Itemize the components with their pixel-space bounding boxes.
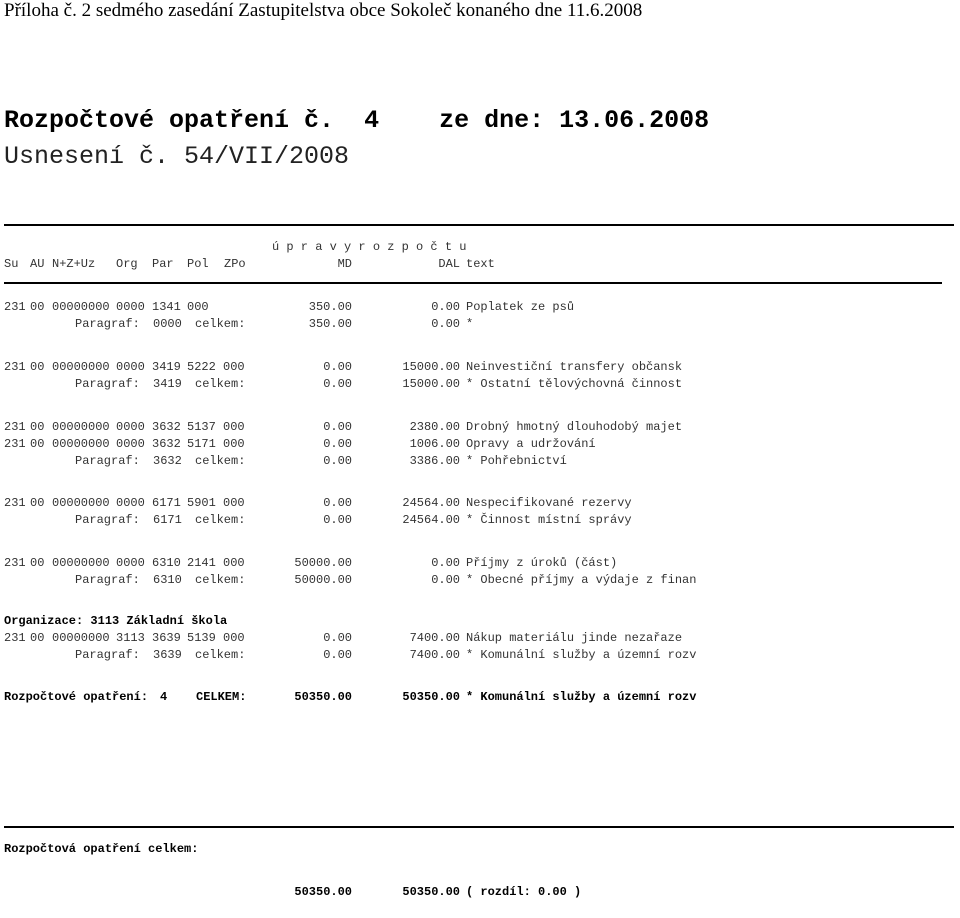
row-cell-text: Nespecifikované rezervy: [466, 496, 632, 510]
table-heading: ú p r a v y r o z p o č t u: [272, 240, 467, 254]
paragraf-md: 50000.00: [294, 573, 352, 587]
paragraf-celkem-label: celkem:: [195, 317, 246, 331]
row-cell-dal: 24564.00: [402, 496, 460, 510]
row-cell-su: 231: [4, 437, 26, 451]
paragraf-number: 3419: [153, 377, 182, 391]
row-cell-pol: 5171 000: [187, 437, 245, 451]
paragraf-label: Paragraf:: [75, 573, 140, 587]
paragraf-text: * Obecné příjmy a výdaje z finan: [466, 573, 697, 587]
col-header-text: text: [466, 257, 495, 271]
row-cell-nzuz: 00000000: [52, 300, 110, 314]
row-cell-nzuz: 00000000: [52, 631, 110, 645]
paragraf-number: 6171: [153, 513, 182, 527]
paragraf-md: 0.00: [323, 648, 352, 662]
row-cell-text: Poplatek ze psů: [466, 300, 575, 314]
row-cell-su: 231: [4, 420, 26, 434]
paragraf-number: 0000: [153, 317, 182, 331]
row-cell-org: 0000: [116, 556, 145, 570]
row-cell-md: 0.00: [323, 437, 352, 451]
divider-top: [4, 224, 954, 226]
row-cell-pol: 2141 000: [187, 556, 245, 570]
col-header-nzuz: N+Z+Uz: [52, 257, 96, 271]
paragraf-dal: 7400.00: [409, 648, 460, 662]
grand-total-dal: 50350.00: [402, 885, 460, 899]
row-cell-su: 231: [4, 300, 26, 314]
row-cell-par: 3632: [152, 437, 181, 451]
opatreni-total-dal: 50350.00: [402, 690, 460, 704]
paragraf-label: Paragraf:: [75, 648, 140, 662]
paragraf-number: 3632: [153, 454, 182, 468]
opatreni-total-text: * Komunální služby a územní rozv: [466, 690, 697, 704]
row-cell-text: Opravy a udržování: [466, 437, 596, 451]
resolution-number: Usnesení č. 54/VII/2008: [4, 142, 350, 171]
opatreni-total-label: Rozpočtové opatření:: [4, 690, 149, 704]
col-header-su: Su: [4, 257, 19, 271]
row-cell-au: 00: [30, 437, 45, 451]
col-header-org: Org: [116, 257, 138, 271]
paragraf-dal: 3386.00: [409, 454, 460, 468]
row-cell-su: 231: [4, 496, 26, 510]
grand-total-label: Rozpočtová opatření celkem:: [4, 842, 199, 856]
row-cell-par: 3639: [152, 631, 181, 645]
title-number: 4: [364, 106, 380, 135]
title-date: 13.06.2008: [559, 106, 710, 135]
row-cell-pol: 5137 000: [187, 420, 245, 434]
col-header-md: MD: [337, 257, 352, 271]
row-cell-su: 231: [4, 360, 26, 374]
title-prefix: Rozpočtové opatření č.: [4, 106, 335, 135]
grand-total-md: 50350.00: [294, 885, 352, 899]
row-cell-au: 00: [30, 556, 45, 570]
paragraf-text: * Činnost místní správy: [466, 513, 632, 527]
paragraf-md: 350.00: [308, 317, 352, 331]
row-cell-dal: 0.00: [431, 300, 460, 314]
row-cell-org: 0000: [116, 420, 145, 434]
row-cell-dal: 1006.00: [409, 437, 460, 451]
paragraf-md: 0.00: [323, 454, 352, 468]
row-cell-text: Příjmy z úroků (část): [466, 556, 618, 570]
row-cell-pol: 5139 000: [187, 631, 245, 645]
paragraf-text: * Komunální služby a územní rozv: [466, 648, 697, 662]
row-cell-par: 3632: [152, 420, 181, 434]
col-header-dal: DAL: [438, 257, 460, 271]
row-cell-text: Drobný hmotný dlouhodobý majet: [466, 420, 683, 434]
paragraf-celkem-label: celkem:: [195, 454, 246, 468]
col-header-au: AU: [30, 257, 45, 271]
row-cell-text: Neinvestiční transfery občansk: [466, 360, 683, 374]
row-cell-dal: 0.00: [431, 556, 460, 570]
row-cell-md: 0.00: [323, 496, 352, 510]
row-cell-au: 00: [30, 300, 45, 314]
page-title: [4, 106, 709, 135]
row-cell-md: 0.00: [323, 420, 352, 434]
paragraf-label: Paragraf:: [75, 454, 140, 468]
row-cell-au: 00: [30, 631, 45, 645]
row-cell-org: 3113: [116, 631, 145, 645]
paragraf-dal: 24564.00: [402, 513, 460, 527]
paragraf-celkem-label: celkem:: [195, 648, 246, 662]
row-cell-pol: 5222 000: [187, 360, 245, 374]
opatreni-total-md: 50350.00: [294, 690, 352, 704]
paragraf-md: 0.00: [323, 377, 352, 391]
col-header-pol: Pol: [187, 257, 209, 271]
row-cell-par: 6171: [152, 496, 181, 510]
paragraf-number: 6310: [153, 573, 182, 587]
row-cell-md: 0.00: [323, 631, 352, 645]
divider-bottom: [4, 826, 954, 828]
row-cell-par: 1341: [152, 300, 181, 314]
row-cell-org: 0000: [116, 360, 145, 374]
paragraf-label: Paragraf:: [75, 317, 140, 331]
paragraf-text: *: [466, 317, 474, 331]
row-cell-text: Nákup materiálu jinde nezařaze: [466, 631, 683, 645]
row-cell-nzuz: 00000000: [52, 437, 110, 451]
row-cell-nzuz: 00000000: [52, 360, 110, 374]
row-cell-dal: 7400.00: [409, 631, 460, 645]
row-cell-org: 0000: [116, 437, 145, 451]
row-cell-org: 0000: [116, 300, 145, 314]
row-cell-su: 231: [4, 556, 26, 570]
row-cell-au: 00: [30, 496, 45, 510]
opatreni-total-celkem: CELKEM:: [196, 690, 247, 704]
row-cell-pol: 000: [187, 300, 209, 314]
row-cell-nzuz: 00000000: [52, 496, 110, 510]
paragraf-celkem-label: celkem:: [195, 573, 246, 587]
row-cell-md: 50000.00: [294, 556, 352, 570]
row-cell-dal: 2380.00: [409, 420, 460, 434]
paragraf-celkem-label: celkem:: [195, 377, 246, 391]
paragraf-dal: 0.00: [431, 573, 460, 587]
col-header-zpo: ZPo: [224, 257, 246, 271]
divider-header: [4, 282, 942, 284]
paragraf-dal: 0.00: [431, 317, 460, 331]
col-header-par: Par: [152, 257, 174, 271]
row-cell-au: 00: [30, 420, 45, 434]
opatreni-total-number: 4: [160, 690, 168, 704]
row-cell-md: 0.00: [323, 360, 352, 374]
row-cell-nzuz: 00000000: [52, 420, 110, 434]
paragraf-text: * Ostatní tělovýchovná činnost: [466, 377, 683, 391]
row-cell-org: 0000: [116, 496, 145, 510]
row-cell-par: 3419: [152, 360, 181, 374]
grand-total-difference: ( rozdíl: 0.00 ): [466, 885, 582, 899]
row-cell-md: 350.00: [308, 300, 352, 314]
row-cell-par: 6310: [152, 556, 181, 570]
organization-header: Organizace: 3113 Základní škola: [4, 614, 228, 628]
paragraf-text: * Pohřebnictví: [466, 454, 567, 468]
title-date-label: ze dne:: [439, 106, 545, 135]
row-cell-su: 231: [4, 631, 26, 645]
row-cell-au: 00: [30, 360, 45, 374]
document-header-note: Příloha č. 2 sedmého zasedání Zastupitelstva obce Sokoleč konaného dne 11.6.2008: [4, 0, 643, 21]
paragraf-dal: 15000.00: [402, 377, 460, 391]
row-cell-pol: 5901 000: [187, 496, 245, 510]
paragraf-label: Paragraf:: [75, 513, 140, 527]
paragraf-number: 3639: [153, 648, 182, 662]
paragraf-label: Paragraf:: [75, 377, 140, 391]
row-cell-dal: 15000.00: [402, 360, 460, 374]
paragraf-md: 0.00: [323, 513, 352, 527]
row-cell-nzuz: 00000000: [52, 556, 110, 570]
paragraf-celkem-label: celkem:: [195, 513, 246, 527]
